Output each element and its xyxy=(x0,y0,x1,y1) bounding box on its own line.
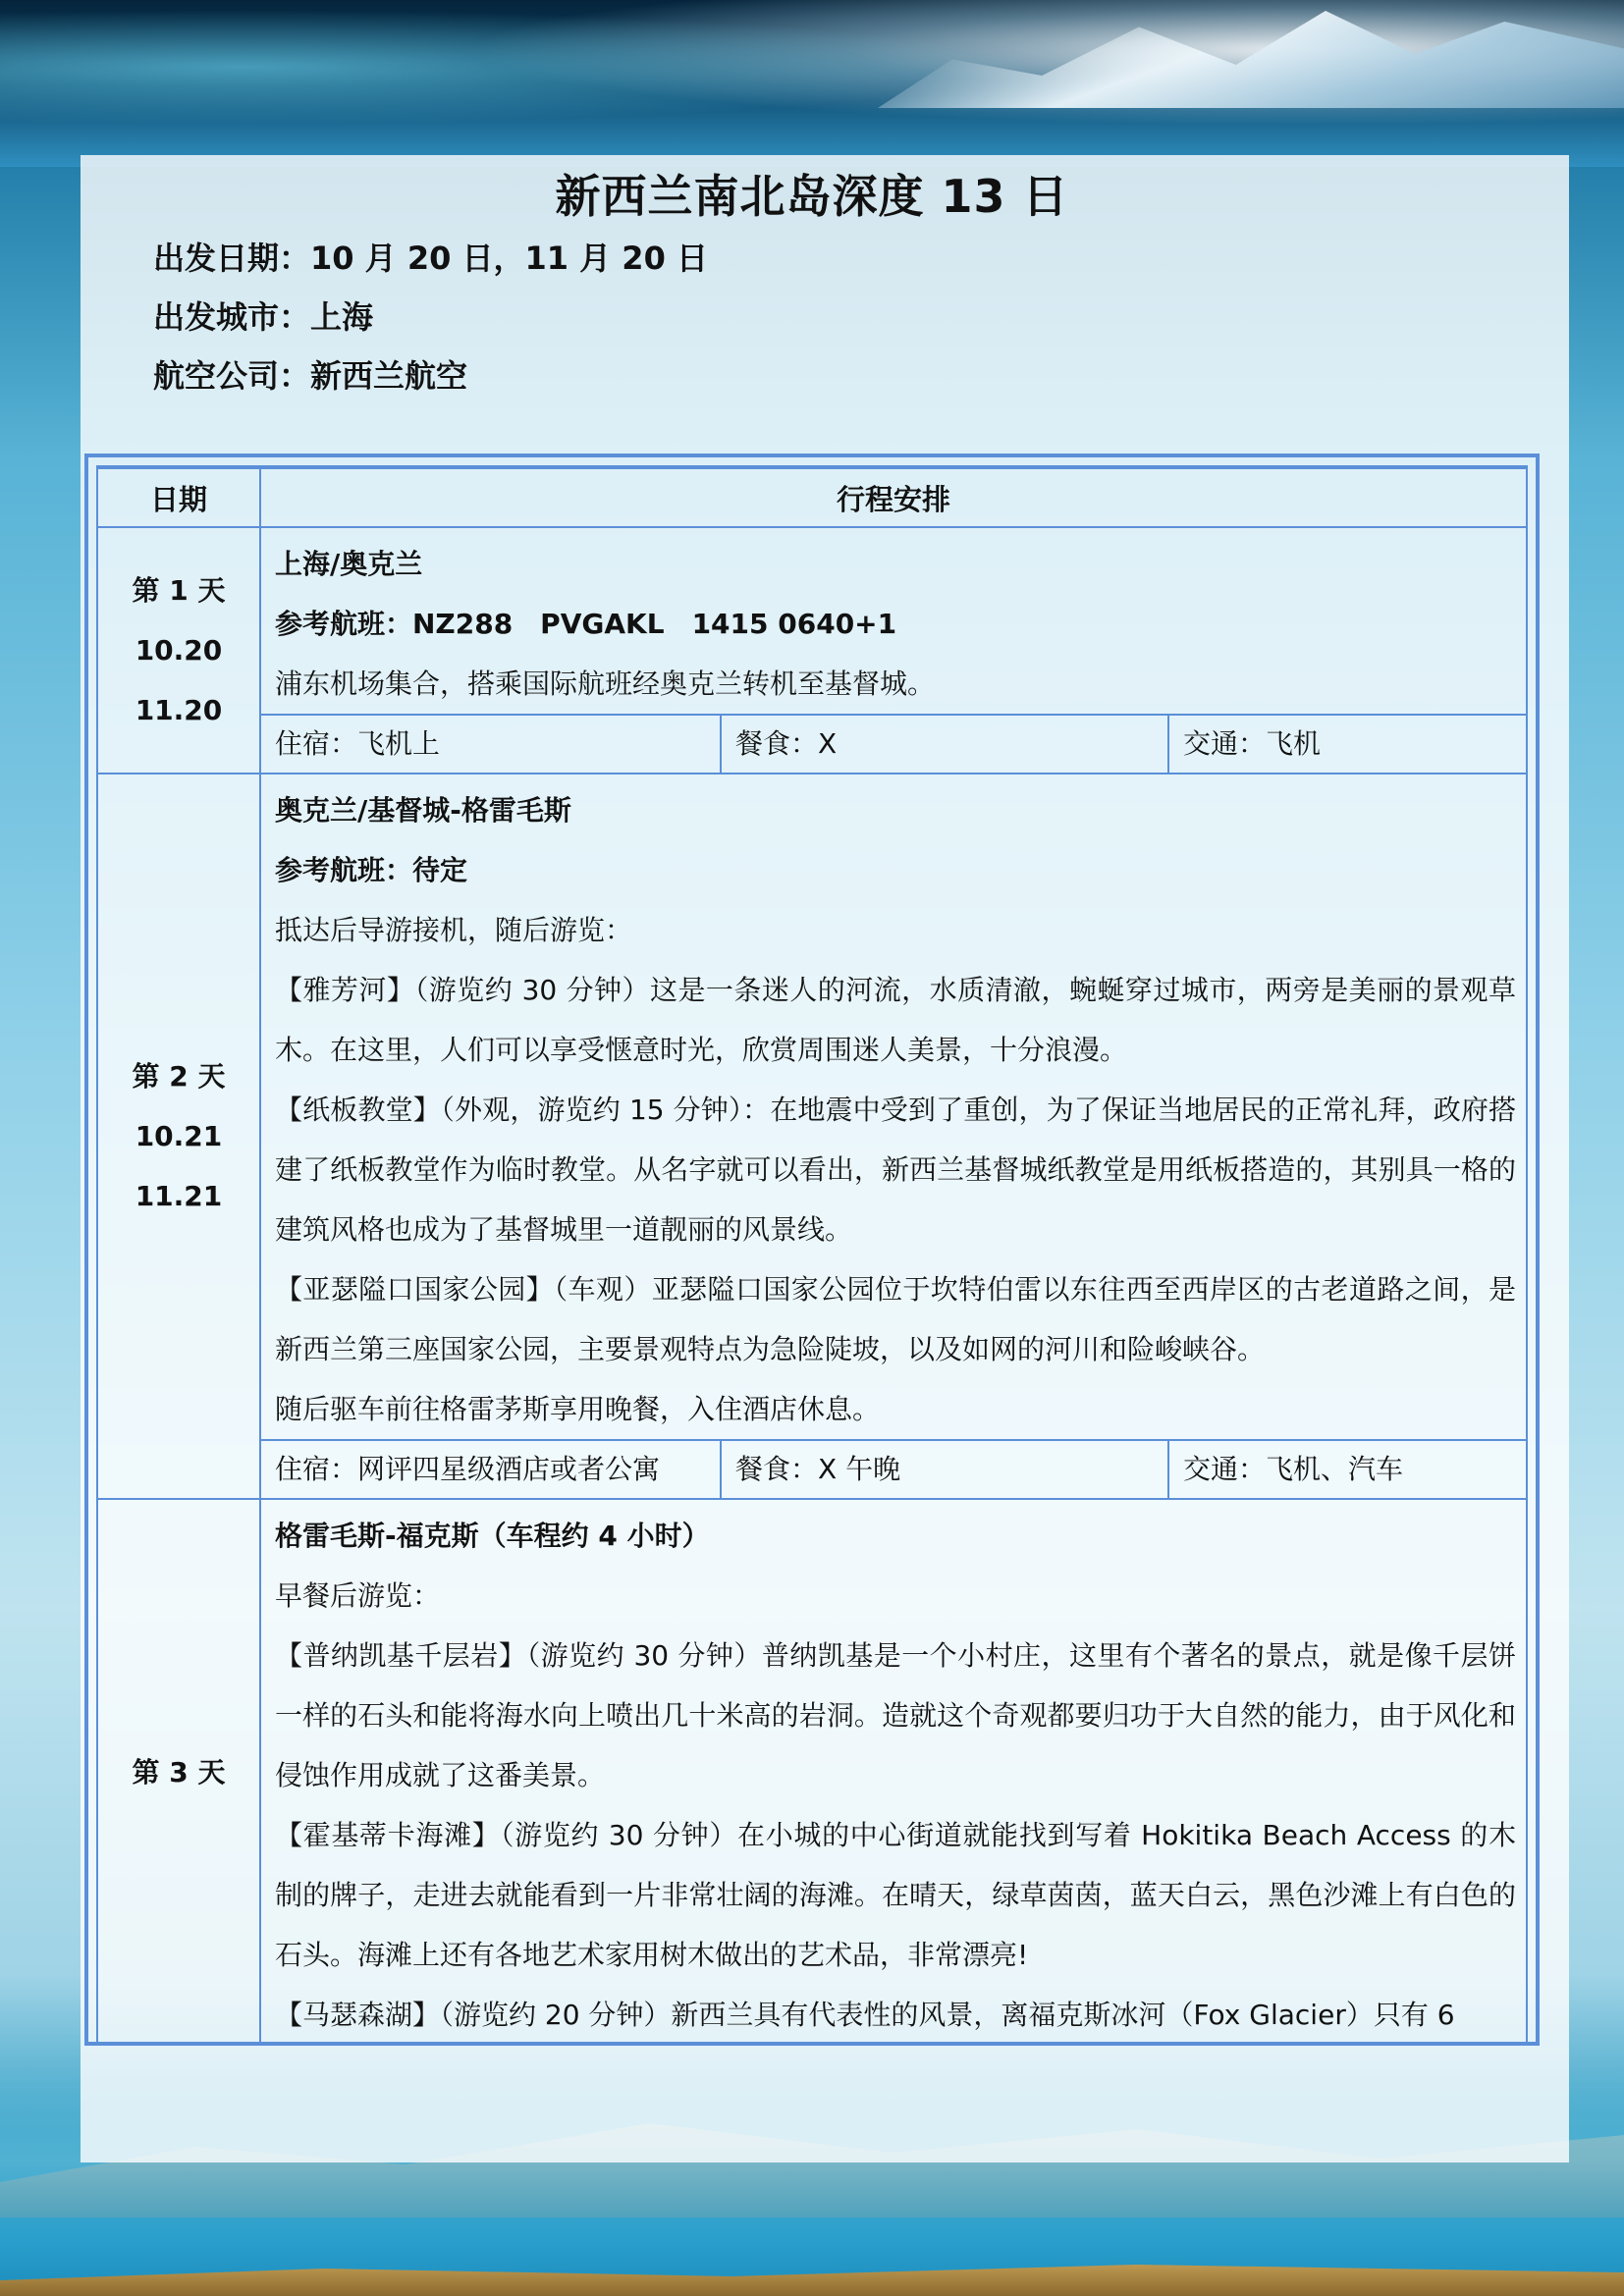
header-schedule: 行程安排 xyxy=(260,468,1526,527)
logistics-row xyxy=(261,1439,1526,1498)
day-date: 11.20 xyxy=(135,694,223,726)
itinerary-table-frame xyxy=(84,454,1540,2046)
departure-date: 出发日期：10 月 20 日，11 月 20 日 xyxy=(153,240,708,277)
itinerary-table xyxy=(98,467,1526,2046)
meal-info: 餐食：X 午晚 xyxy=(722,1441,1169,1498)
page-title: 新西兰南北岛深度 13 日 xyxy=(555,170,1069,223)
stay-info: 住宿：飞机上 xyxy=(261,716,722,773)
stay-info: 住宿：网评四星级酒店或者公寓 xyxy=(261,1441,722,1498)
schedule-cell xyxy=(260,527,1526,774)
table-header-row xyxy=(98,468,1526,527)
logistics-row xyxy=(261,714,1526,773)
schedule-paragraph: 【霍基蒂卡海滩】（游览约 30 分钟）在小城的中心街道就能找到写着 Hokitika Beach Access 的木制的牌子，走进去就能看到一片非常壮阔的海滩。在晴天，绿草茵茵，蓝天白云，黑色沙滩上有白色的石头。海滩上还有各地艺术家用树木做出的艺术品，非常漂亮! xyxy=(275,1819,1516,1971)
schedule-cell xyxy=(260,774,1526,1499)
schedule-paragraph: 浦东机场集合，搭乘国际航班经奥克兰转机至基督城。 xyxy=(275,667,936,700)
schedule-heading: 奥克兰/基督城-格雷毛斯 xyxy=(275,794,571,827)
schedule-paragraph: 随后驱车前往格雷茅斯享用晚餐，入住酒店休息。 xyxy=(275,1393,881,1425)
schedule-paragraph: 【雅芳河】（游览约 30 分钟）这是一条迷人的河流，水质清澈，蜿蜒穿过城市，两旁是美丽的景观草木。在这里，人们可以享受惬意时光，欣赏周围迷人美景，十分浪漫。 xyxy=(275,974,1516,1066)
day-date: 10.21 xyxy=(135,1120,223,1152)
table-row xyxy=(98,527,1526,774)
table-row xyxy=(98,1499,1526,2046)
meal-info: 餐食：X xyxy=(722,716,1169,773)
table-row xyxy=(98,774,1526,1499)
itinerary-table-inner xyxy=(96,465,1528,2042)
schedule-paragraph: 早餐后游览： xyxy=(275,1579,441,1612)
day-label: 第 1 天 xyxy=(132,574,226,607)
day-label: 第 2 天 xyxy=(132,1060,226,1093)
schedule-heading: 参考航班：待定 xyxy=(275,854,468,886)
schedule-heading: 参考航班：NZ288 PVGAKL 1415 0640+1 xyxy=(275,608,897,640)
table-body xyxy=(98,527,1526,2046)
transport-info: 交通：飞机、汽车 xyxy=(1183,1453,1404,1485)
schedule-paragraph: 【亚瑟隘口国家公园】（车观）亚瑟隘口国家公园位于坎特伯雷以东往西至西岸区的古老道路之间，是新西兰第三座国家公园，主要景观特点为急险陡坡，以及如网的河川和险峻峡谷。 xyxy=(275,1273,1516,1365)
schedule-heading: 格雷毛斯-福克斯（车程约 4 小时） xyxy=(275,1520,710,1552)
airline: 航空公司：新西兰航空 xyxy=(153,357,468,395)
schedule-paragraph: 【普纳凯基千层岩】（游览约 30 分钟）普纳凯基是一个小村庄，这里有个著名的景点，就是像千层饼一样的石头和能将海水向上喷出几十米高的岩洞。造就这个奇观都要归功于大自然的能力，由于风化和侵蚀作用成就了这番美景。 xyxy=(275,1639,1516,1791)
day-cell xyxy=(98,527,260,774)
day-cell xyxy=(98,1499,260,2046)
schedule-heading: 上海/奥克兰 xyxy=(275,548,423,580)
day-label: 第 3 天 xyxy=(132,1756,226,1789)
day-date: 11.21 xyxy=(135,1180,223,1212)
header-date: 日期 xyxy=(98,468,260,527)
day-date: 10.20 xyxy=(135,634,223,667)
schedule-cell xyxy=(260,1499,1526,2046)
schedule-paragraph: 【纸板教堂】（外观，游览约 15 分钟）：在地震中受到了重创，为了保证当地居民的正常礼拜，政府搭建了纸板教堂作为临时教堂。从名字就可以看出，新西兰基督城纸教堂是用纸板搭造的，其别具一格的建筑风格也成为了基督城里一道靓丽的风景线。 xyxy=(275,1094,1516,1246)
transport-info: 交通：飞机 xyxy=(1183,727,1322,760)
schedule-paragraph: 【马瑟森湖】（游览约 20 分钟）新西兰具有代表性的风景，离福克斯冰河（Fox Glacier）只有 6 xyxy=(275,1999,1455,2031)
departure-city: 出发城市：上海 xyxy=(153,298,374,336)
day-cell xyxy=(98,774,260,1499)
schedule-paragraph: 抵达后导游接机，随后游览： xyxy=(275,914,633,946)
